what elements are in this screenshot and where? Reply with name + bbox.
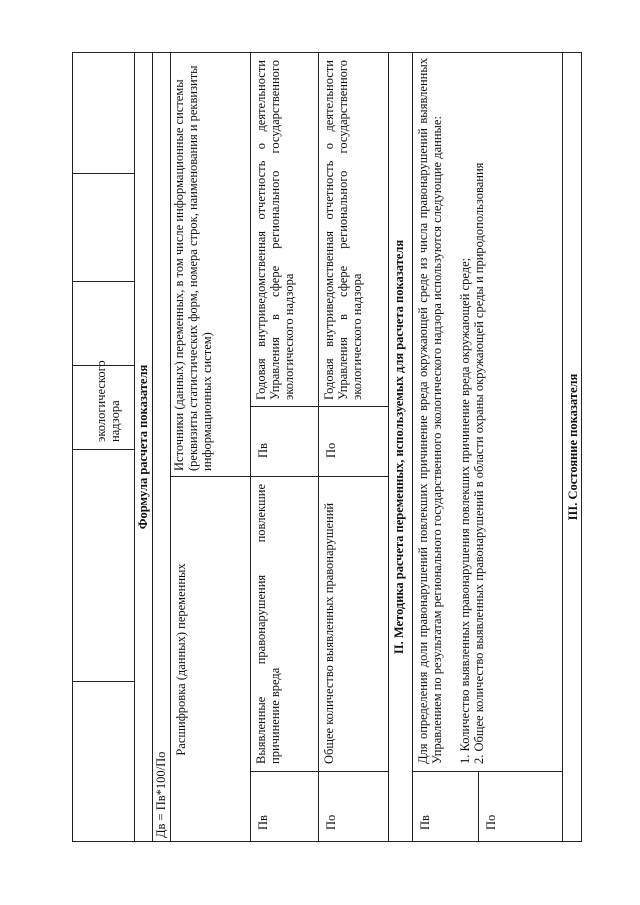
method-heading: II. Методика расчета переменных, используемых для расчета показателя — [392, 239, 406, 655]
divider — [388, 52, 389, 842]
formula-heading: Формула расчета показателя — [136, 364, 150, 530]
divider — [170, 476, 250, 477]
variable-description: Общее количество выявленных правонарушений — [322, 502, 336, 764]
method-code: По — [484, 814, 498, 830]
formula-text: Дв = Пв*100/По — [154, 751, 168, 838]
variable-source: Годовая внутриведомственная отчетность о деятельности Управления в сфере регионального государственного экологического надзора — [322, 60, 364, 400]
variable-code: Пв — [256, 815, 270, 830]
divider — [134, 52, 135, 842]
divider — [152, 52, 153, 842]
divider — [170, 52, 171, 842]
divider — [250, 476, 388, 477]
divider — [72, 173, 134, 174]
cell-text: экологического надзора — [94, 360, 122, 442]
variable-code: Пв — [256, 443, 270, 458]
variable-code: По — [324, 814, 338, 830]
header-sources: Источники (данных) переменных, в том числе информационные системы (реквизиты статистических форм, номера строк, наименования и реквизиты информационных систем) — [172, 65, 214, 471]
divider — [250, 406, 388, 407]
divider — [250, 52, 251, 842]
variable-description: Выявленные правонарушения повлекшие причинение вреда — [254, 484, 282, 764]
method-intro: Для определения доли правонарушений повлекших причинение вреда окружающей среде из числа правонарушений выявленных Управлением по результатам регионального государственного экологического надзора используются следующие данные: — [416, 58, 444, 764]
divider — [72, 281, 134, 282]
divider — [72, 449, 134, 450]
method-item: 2. Общее количество выявленных правонарушений в области охраны окружающей среды и природопользования — [472, 162, 486, 764]
variable-source: Годовая внутриведомственная отчетность о деятельности Управления в сфере регионального государственного экологического надзора — [254, 60, 296, 400]
divider — [72, 681, 134, 682]
variable-code: По — [324, 442, 338, 458]
method-item: 1. Количество выявленных правонарушения повлекших причинение вреда окружающей среде; — [458, 257, 472, 764]
divider — [478, 772, 479, 842]
header-decoding: Расшифровка (данных) переменных — [174, 563, 188, 756]
divider — [412, 771, 562, 772]
divider — [412, 52, 413, 842]
method-code: Пв — [418, 815, 432, 830]
rotated-table — [72, 52, 582, 842]
divider — [250, 771, 388, 772]
state-heading: III. Состояние показателя — [566, 373, 580, 521]
divider — [318, 52, 319, 842]
divider — [562, 52, 563, 842]
